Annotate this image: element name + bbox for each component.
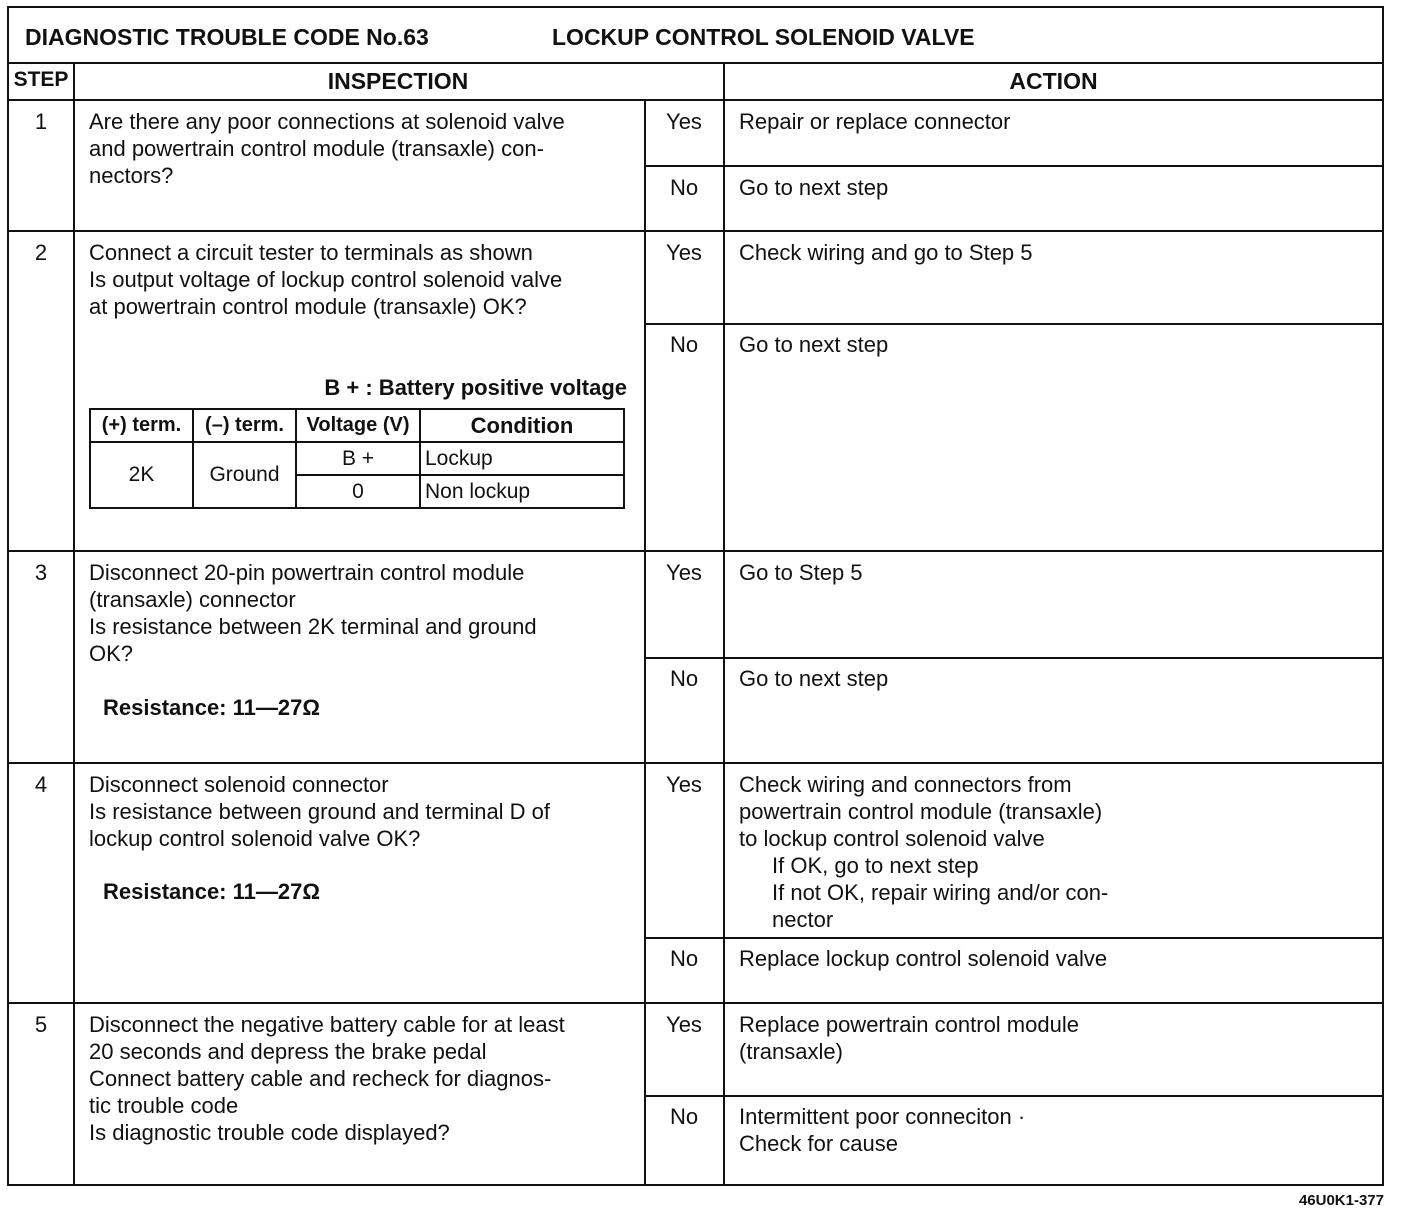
minus-term-header: (–) term. — [193, 409, 296, 442]
yes-label-2: Yes — [666, 240, 702, 265]
step-number-4: 4 — [34, 772, 48, 797]
step-number-3: 3 — [34, 560, 48, 585]
yn-divider-3 — [644, 657, 1384, 659]
no-action-1: Go to next step — [739, 175, 889, 200]
yn-divider-4 — [644, 937, 1384, 939]
figure-reference: 46U0K1-377 — [1298, 1192, 1384, 1209]
yn-divider-5 — [644, 1095, 1384, 1097]
plus-term-value: 2K — [90, 442, 193, 508]
col-divider-step — [73, 64, 75, 1186]
action-header: ACTION — [1009, 68, 1098, 94]
step-number-2: 2 — [34, 240, 48, 265]
inspection-4: Disconnect solenoid connector Is resistance between ground and terminal D of lockup control solenoid valve OK? — [89, 772, 551, 851]
yes-action-5: Replace powertrain control module (transaxle) — [739, 1012, 1079, 1064]
no-label-4: No — [669, 946, 699, 971]
voltage-header: Voltage (V) — [296, 409, 420, 442]
battery-voltage-note: B + : Battery positive voltage — [324, 375, 627, 400]
yes-action-1: Repair or replace connector — [739, 109, 1011, 134]
voltage-value: 0 — [296, 475, 420, 508]
yes-action-3: Go to Step 5 — [739, 560, 863, 585]
title-bar — [9, 8, 1382, 64]
yn-divider-1 — [644, 165, 1384, 167]
inspection-1: Are there any poor connections at solenoid valve and powertrain control module (transaxle) con- nectors? — [89, 109, 565, 188]
no-label-1: No — [669, 175, 699, 200]
yes-label-1: Yes — [666, 109, 702, 134]
voltage-table — [89, 408, 625, 509]
no-action-5: Intermittent poor conneciton · Check for cause — [739, 1104, 1026, 1156]
step-header: STEP — [13, 68, 69, 91]
condition-value: Lockup — [420, 442, 624, 475]
yes-label-5: Yes — [666, 1012, 702, 1037]
yes-label-3: Yes — [666, 560, 702, 585]
no-label-3: No — [669, 666, 699, 691]
voltage-value: B + — [296, 442, 420, 475]
yes-label-4: Yes — [666, 772, 702, 797]
row-divider-1 — [9, 230, 1384, 232]
header-divider — [9, 99, 1384, 101]
inspection-3: Disconnect 20-pin powertrain control module (transaxle) connector Is resistance between 2K terminal and ground OK? — [89, 560, 537, 666]
no-label-5: No — [669, 1104, 699, 1129]
resistance-spec-3: Resistance: 11—27Ω — [103, 695, 320, 720]
resistance-spec-4: Resistance: 11—27Ω — [103, 879, 320, 904]
no-action-3: Go to next step — [739, 666, 889, 691]
no-label-2: No — [669, 332, 699, 357]
dtc-code: DIAGNOSTIC TROUBLE CODE No.63 — [25, 24, 429, 50]
yn-divider-2 — [644, 323, 1384, 325]
inspection-5: Disconnect the negative battery cable for at least 20 seconds and depress the brake pedal Connect battery cable and recheck for diagnos- tic trouble code Is diagnostic trouble code displayed? — [89, 1012, 565, 1145]
row-divider-2 — [9, 550, 1384, 552]
step-number-5: 5 — [34, 1012, 48, 1037]
yes-action-4-sub: If OK, go to next step If not OK, repair wiring and/or con- nector — [772, 853, 1109, 932]
no-action-4: Replace lockup control solenoid valve — [739, 946, 1108, 971]
minus-term-value: Ground — [193, 442, 296, 508]
row-divider-3 — [9, 762, 1384, 764]
yes-action-4: Check wiring and connectors from powertrain control module (transaxle) to lockup control solenoid valve — [739, 772, 1103, 851]
dtc-name: LOCKUP CONTROL SOLENOID VALVE — [552, 24, 975, 50]
no-action-2: Go to next step — [739, 332, 889, 357]
yes-action-2: Check wiring and go to Step 5 — [739, 240, 1033, 265]
condition-value: Non lockup — [420, 475, 624, 508]
row-divider-4 — [9, 1002, 1384, 1004]
step-number-1: 1 — [34, 109, 48, 134]
diagnostic-table — [7, 6, 1384, 1186]
condition-header: Condition — [420, 409, 624, 442]
plus-term-header: (+) term. — [90, 409, 193, 442]
inspection-2: Connect a circuit tester to terminals as shown Is output voltage of lockup control solenoid valve at powertrain control module (transaxle) OK? — [89, 240, 563, 319]
inspection-header: INSPECTION — [327, 68, 469, 94]
